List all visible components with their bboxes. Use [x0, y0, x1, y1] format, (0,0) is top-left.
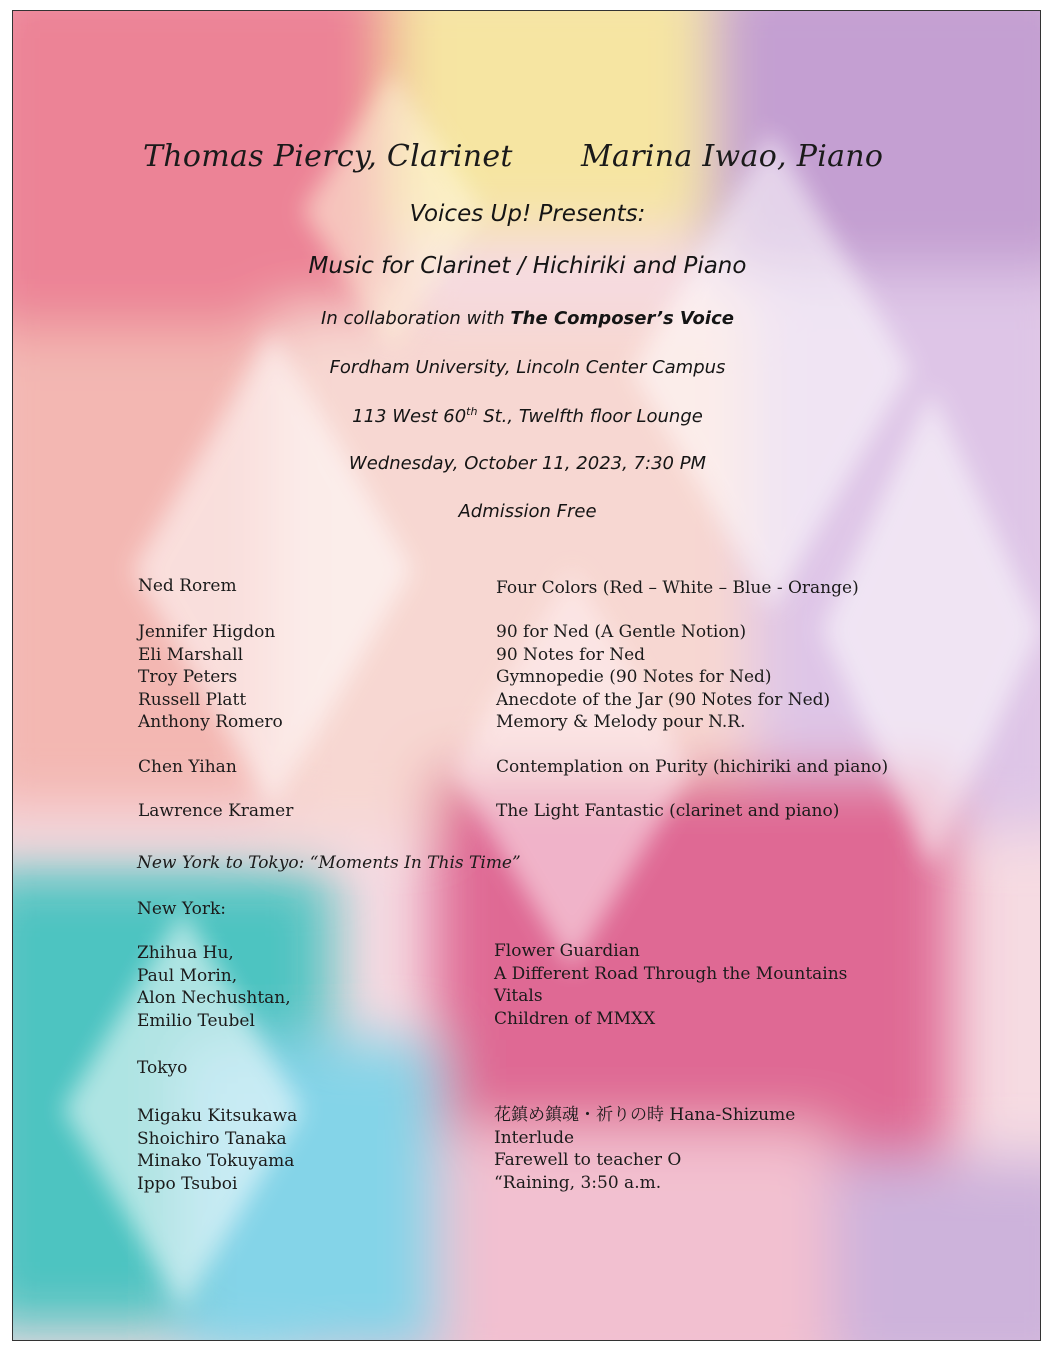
address-ordinal: th — [466, 405, 478, 418]
composer-name: Ned Rorem — [138, 576, 237, 596]
composer-name: Alon Nechushtan, — [137, 988, 291, 1008]
work-title: Children of MMXX — [494, 1008, 656, 1029]
composer-name: Emilio Teubel — [137, 1010, 255, 1031]
work-title: 花鎮め鎮魂・祈りの時 Hana-Shizume — [494, 1105, 796, 1125]
work-title: A Different Road Through the Mountains — [494, 963, 848, 984]
composer-name: Shoichiro Tanaka — [137, 1128, 287, 1149]
composer-name: Eli Marshall — [138, 644, 244, 665]
flyer-page — [12, 10, 1041, 1341]
venue-line: Fordham University, Lincoln Center Campus — [329, 357, 726, 378]
address-end: St., Twelfth floor Lounge — [477, 406, 703, 427]
work-title: Vitals — [494, 986, 543, 1006]
composer-name: Zhihua Hu, — [137, 943, 234, 963]
work-title: Interlude — [494, 1127, 575, 1148]
composer-list-5 — [137, 942, 291, 1032]
composer-name: Lawrence Kramer — [138, 801, 294, 821]
composer-name: Russell Platt — [138, 689, 247, 710]
collaboration-line — [13, 308, 1041, 329]
work-list-3 — [496, 756, 888, 779]
performer-clarinet: Thomas Piercy, Clarinet — [143, 139, 513, 174]
performer-piano: Marina Iwao, Piano — [581, 139, 884, 174]
work-list-5 — [494, 940, 847, 1030]
collaboration-partner: The Composer’s Voice — [510, 308, 734, 329]
work-title: Farewell to teacher O — [494, 1150, 682, 1170]
composer-name: Troy Peters — [138, 667, 238, 687]
work-list-6 — [494, 1104, 795, 1194]
concert-title: Music for Clarinet / Hichiriki and Piano — [308, 253, 747, 279]
collaboration-prefix: In collaboration with — [321, 308, 505, 329]
presenter-line: Voices Up! Presents: — [409, 201, 646, 227]
date-time-line: Wednesday, October 11, 2023, 7:30 PM — [348, 453, 707, 474]
composer-name: Chen Yihan — [138, 757, 237, 777]
composer-name: Paul Morin, — [137, 965, 238, 986]
work-title: “Raining, 3:50 a.m. — [494, 1172, 662, 1193]
address-line — [13, 405, 1041, 427]
composer-list-4 — [138, 800, 293, 823]
flyer-content — [13, 11, 1041, 1341]
work-list-1 — [496, 577, 859, 600]
new-york-heading: New York: — [137, 899, 227, 919]
composer-list-1 — [138, 575, 237, 598]
address-start: 113 West 60 — [352, 406, 467, 427]
work-title: Flower Guardian — [494, 941, 640, 961]
composer-list-2 — [138, 621, 283, 734]
work-title: Anecdote of the Jar (90 Notes for Ned) — [496, 689, 831, 710]
work-title: 90 for Ned (A Gentle Notion) — [496, 622, 747, 642]
work-title: The Light Fantastic (clarinet and piano) — [496, 801, 840, 821]
work-title: Contemplation on Purity (hichiriki and piano) — [496, 757, 889, 777]
composer-name: Jennifer Higdon — [138, 622, 276, 642]
work-list-4 — [496, 800, 839, 823]
work-title: Gymnopedie (90 Notes for Ned) — [496, 667, 772, 687]
composer-name: Anthony Romero — [138, 712, 283, 732]
composer-name: Minako Tokuyama — [137, 1151, 295, 1171]
work-title: 90 Notes for Ned — [496, 644, 646, 665]
work-list-2 — [496, 621, 830, 734]
work-title: Memory & Melody pour N.R. — [496, 712, 746, 732]
composer-list-3 — [138, 756, 237, 779]
composer-list-6 — [137, 1105, 297, 1195]
admission-line: Admission Free — [458, 501, 597, 522]
section-title: New York to Tokyo: “Moments In This Time” — [137, 853, 521, 873]
work-title: Four Colors (Red – White – Blue - Orange) — [496, 578, 859, 598]
composer-name: Migaku Kitsukawa — [137, 1106, 298, 1126]
composer-name: Ippo Tsuboi — [137, 1173, 238, 1194]
tokyo-heading: Tokyo — [137, 1058, 188, 1078]
